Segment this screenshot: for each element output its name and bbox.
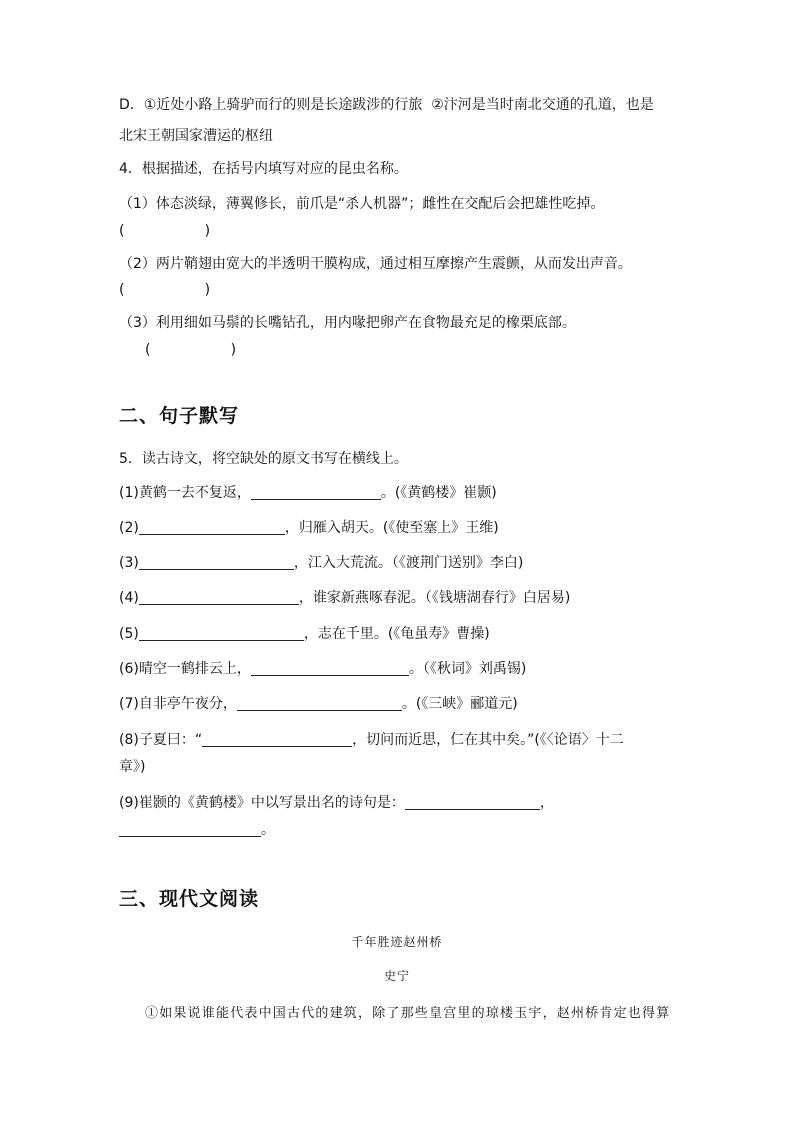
q4-item-3: （3）利用细如马鬃的长嘴钻孔，用内喙把卵产在食物最充足的橡栗底部。 <box>119 315 576 331</box>
section-heading-2: 二、句子默写 <box>119 405 240 427</box>
fill-blank-5[interactable] <box>139 626 304 641</box>
q5-line-3: (3) ，江入大荒流。（《渡荆门送别》李白) <box>119 555 524 571</box>
q4-answer-3[interactable]: ( ) <box>145 342 237 358</box>
section-heading-3: 三、现代文阅读 <box>119 888 260 910</box>
fill-blank-3[interactable] <box>139 555 294 570</box>
q5-line-4: (4) ，谁家新燕啄春泥。（《钱塘湖春行》白居易) <box>119 590 571 606</box>
article-title: 千年胜迹赵州桥 <box>351 935 443 949</box>
fill-blank-7[interactable] <box>237 696 402 711</box>
q4-item-2: （2）两片鞘翅由宽大的半透明干膜构成，通过相互摩擦产生震颤，从而发出声音。 <box>119 256 632 272</box>
article-author: 史宁 <box>383 969 410 983</box>
q5-line-8: (8)子夏曰：“ ，切问而近思，仁在其中矣。”(《〈论语〉十二 <box>119 732 624 748</box>
q5-line-1: (1)黄鹤一去不复返， 。(《黄鹤楼》崔颢) <box>119 485 497 501</box>
q5-line-8-cont: 章》) <box>119 759 146 775</box>
fill-blank-9b[interactable] <box>119 822 261 837</box>
q5-line-6: (6)晴空一鹤排云上， 。（《秋词》刘禹锡) <box>119 661 527 677</box>
fill-blank-1[interactable] <box>251 485 381 500</box>
fill-blank-8[interactable] <box>202 732 352 747</box>
fill-blank-9a[interactable] <box>405 795 540 810</box>
q4-item-1: （1）体态淡绿，薄翼修长，前爪是“杀人机器”；雌性在交配后会把雄性吃掉。 <box>119 196 605 212</box>
q5-line-5: (5) ，志在千里。(《龟虽寿》曹操) <box>119 626 490 642</box>
article-paragraph-1: ①如果说谁能代表中国古代的建筑，除了那些皇宫里的琼楼玉宇，赵州桥肯定也得算 <box>145 1006 671 1021</box>
q5-line-2: (2) ，归雁入胡天。(《使至塞上》王维) <box>119 520 499 536</box>
q3-option-d-line2: 北宋王朝国家漕运的枢纽 <box>119 128 273 144</box>
fill-blank-4[interactable] <box>139 590 299 605</box>
fill-blank-6[interactable] <box>251 661 409 676</box>
q4-answer-1[interactable]: ( ) <box>119 223 211 239</box>
q4-answer-2[interactable]: ( ) <box>119 282 211 298</box>
q5-line-9-cont: 。 <box>119 820 275 840</box>
q3-option-d-line1: D．①近处小路上骑驴而行的则是长途跋涉的行旅 ②汴河是当时南北交通的孔道，也是 <box>119 97 654 113</box>
q5-line-7: (7)自非亭午夜分， 。(《三峡》郦道元) <box>119 696 518 712</box>
q5-stem: 5．读古诗文，将空缺处的原文书写在横线上。 <box>119 451 408 467</box>
q5-line-9: (9)崔颢的《黄鹤楼》中以写景出名的诗句是： ， <box>119 795 554 811</box>
q4-stem: 4．根据描述，在括号内填写对应的昆虫名称。 <box>119 161 408 177</box>
fill-blank-2[interactable] <box>139 520 285 535</box>
